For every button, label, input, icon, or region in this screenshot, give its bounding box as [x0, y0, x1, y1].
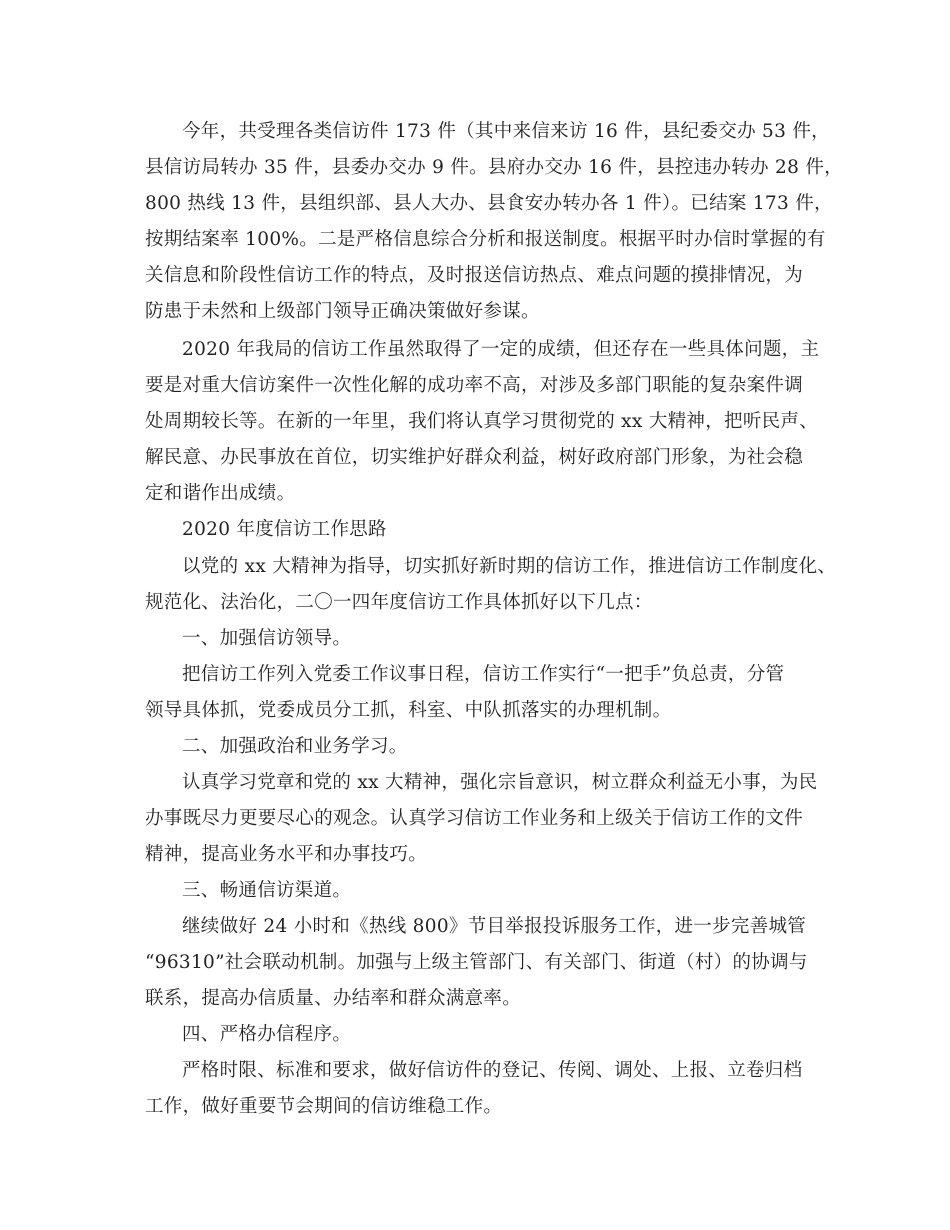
list-heading: 一、加强信访领导。	[182, 628, 352, 649]
text-line: “96310”社会联动机制。加强与上级主管部门、有关部门、街道（村）的协调与	[145, 952, 808, 973]
text-line: 按期结案率 100%。二是严格信息综合分析和报送制度。根据平时办信时掌握的有	[145, 229, 826, 250]
text-line: 工作，做好重要节会期间的信访维稳工作。	[145, 1096, 503, 1117]
list-heading: 二、加强政治和业务学习。	[182, 736, 408, 757]
text-line: 联系，提高办信质量、办结率和群众满意率。	[145, 988, 522, 1009]
section-heading: 2020 年度信访工作思路	[182, 519, 387, 540]
text-line: 县信访局转办 35 件，县委办交办 9 件。县府办交办 16 件，县控违办转办 28 件，	[145, 157, 843, 178]
text-line: 防患于未然和上级部门领导正确决策做好参谋。	[145, 301, 540, 322]
text-line: 严格时限、标准和要求，做好信访件的登记、传阅、调处、上报、立卷归档	[182, 1060, 803, 1081]
list-heading: 三、畅通信访渠道。	[182, 880, 352, 901]
text-line: 办事既尽力更要尽心的观念。认真学习信访工作业务和上级关于信访工作的文件	[145, 808, 804, 829]
text-line: 800 热线 13 件，县组织部、县人大办、县食安办转办各 1 件）。已结案 173 件，	[145, 193, 833, 214]
text-line: 认真学习党章和党的 xx 大精神，强化宗旨意识，树立群众利益无小事，为民	[182, 772, 818, 793]
list-heading: 四、严格办信程序。	[182, 1024, 352, 1045]
text-line: 关信息和阶段性信访工作的特点，及时报送信访热点、难点问题的摸排情况，为	[145, 265, 804, 286]
text-line: 解民意、办民事放在首位，切实维护好群众利益，树好政府部门形象，为社会稳	[145, 447, 804, 468]
text-line: 把信访工作列入党委工作议事日程，信访工作实行“一把手”负总责，分管	[182, 664, 785, 685]
text-line: 精神，提高业务水平和办事技巧。	[145, 844, 428, 865]
text-line: 规范化、法治化，二〇一四年度信访工作具体抓好以下几点：	[145, 592, 653, 613]
text-line: 领导具体抓，党委成员分工抓，科室、中队抓落实的办理机制。	[145, 700, 672, 721]
text-line: 要是对重大信访案件一次性化解的成功率不高，对涉及多部门职能的复杂案件调	[145, 375, 804, 396]
text-line: 以党的 xx 大精神为指导，切实抓好新时期的信访工作，推进信访工作制度化、	[182, 556, 837, 577]
text-line: 继续做好 24 小时和《热线 800》节目举报投诉服务工作，进一步完善城管	[182, 916, 807, 937]
text-line: 定和谐作出成绩。	[145, 483, 296, 504]
text-line: 处周期较长等。在新的一年里，我们将认真学习贯彻党的 xx 大精神，把听民声、	[145, 411, 819, 432]
text-line: 今年，共受理各类信访件 173 件（其中来信来访 16 件，县纪委交办 53 件，	[182, 121, 830, 142]
text-line: 2020 年我局的信访工作虽然取得了一定的成绩，但还存在一些具体问题，主	[182, 339, 820, 360]
